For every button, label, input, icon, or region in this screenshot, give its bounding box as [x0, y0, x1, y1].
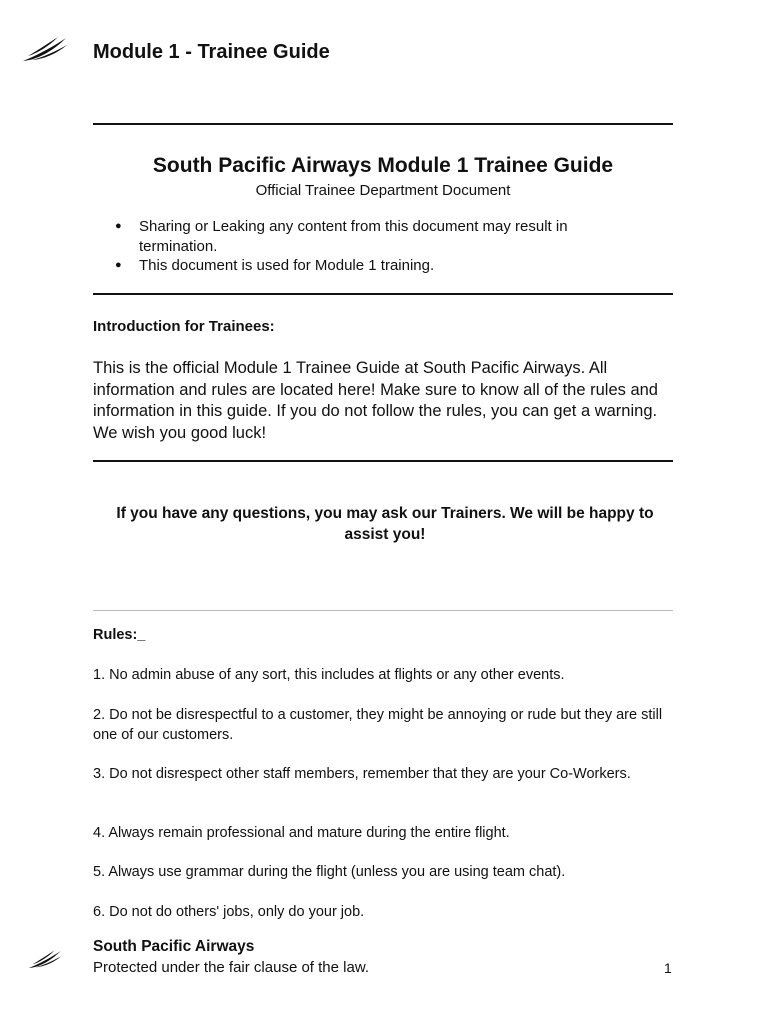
document-subtitle: Official Trainee Department Document — [255, 182, 511, 199]
divider — [93, 610, 673, 611]
header-title: Module 1 - Trainee Guide — [93, 41, 330, 63]
document-title: South Pacific Airways Module 1 Trainee Guide — [152, 154, 614, 177]
rule-item: 6. Do not do others' jobs, only do your job. — [93, 904, 365, 920]
divider — [93, 460, 673, 462]
footer-logo-icon — [28, 949, 62, 971]
rules-heading: Rules:_ — [93, 627, 146, 643]
rule-item: 5. Always use grammar during the flight (unless you are using team chat). — [93, 864, 566, 880]
page-number: 1 — [664, 960, 672, 976]
introduction-body: This is the official Module 1 Trainee Guide at South Pacific Airways. All information and rules are located here! Make sure to know all of the rules and information in this guide. If you do not follow the rules, you can get a warning. We wish you good luck! — [93, 359, 658, 442]
divider — [93, 123, 673, 125]
footer-company-name: South Pacific Airways — [93, 938, 255, 955]
notice-item: ● This document is used for Module 1 training. — [115, 256, 635, 276]
introduction-heading: Introduction for Trainees: — [93, 318, 275, 335]
rule-item: 2. Do not be disrespectful to a customer, they might be annoying or rude but they are still one of our customers. — [93, 707, 663, 743]
notice-item: ● Sharing or Leaking any content from this document may result in termination. — [115, 217, 635, 256]
footer-legal-note: Protected under the fair clause of the law. — [93, 959, 369, 976]
rule-item: 1. No admin abuse of any sort, this includes at flights or any other events. — [93, 667, 565, 683]
divider — [93, 293, 673, 295]
questions-note: If you have any questions, you may ask our Trainers. We will be happy to assist you! — [116, 505, 654, 543]
notice-list — [115, 217, 635, 276]
rule-item: 3. Do not disrespect other staff members, remember that they are your Co-Workers. — [93, 766, 631, 782]
rule-item: 4. Always remain professional and mature during the entire flight. — [93, 825, 510, 841]
header-logo-icon — [22, 36, 68, 64]
